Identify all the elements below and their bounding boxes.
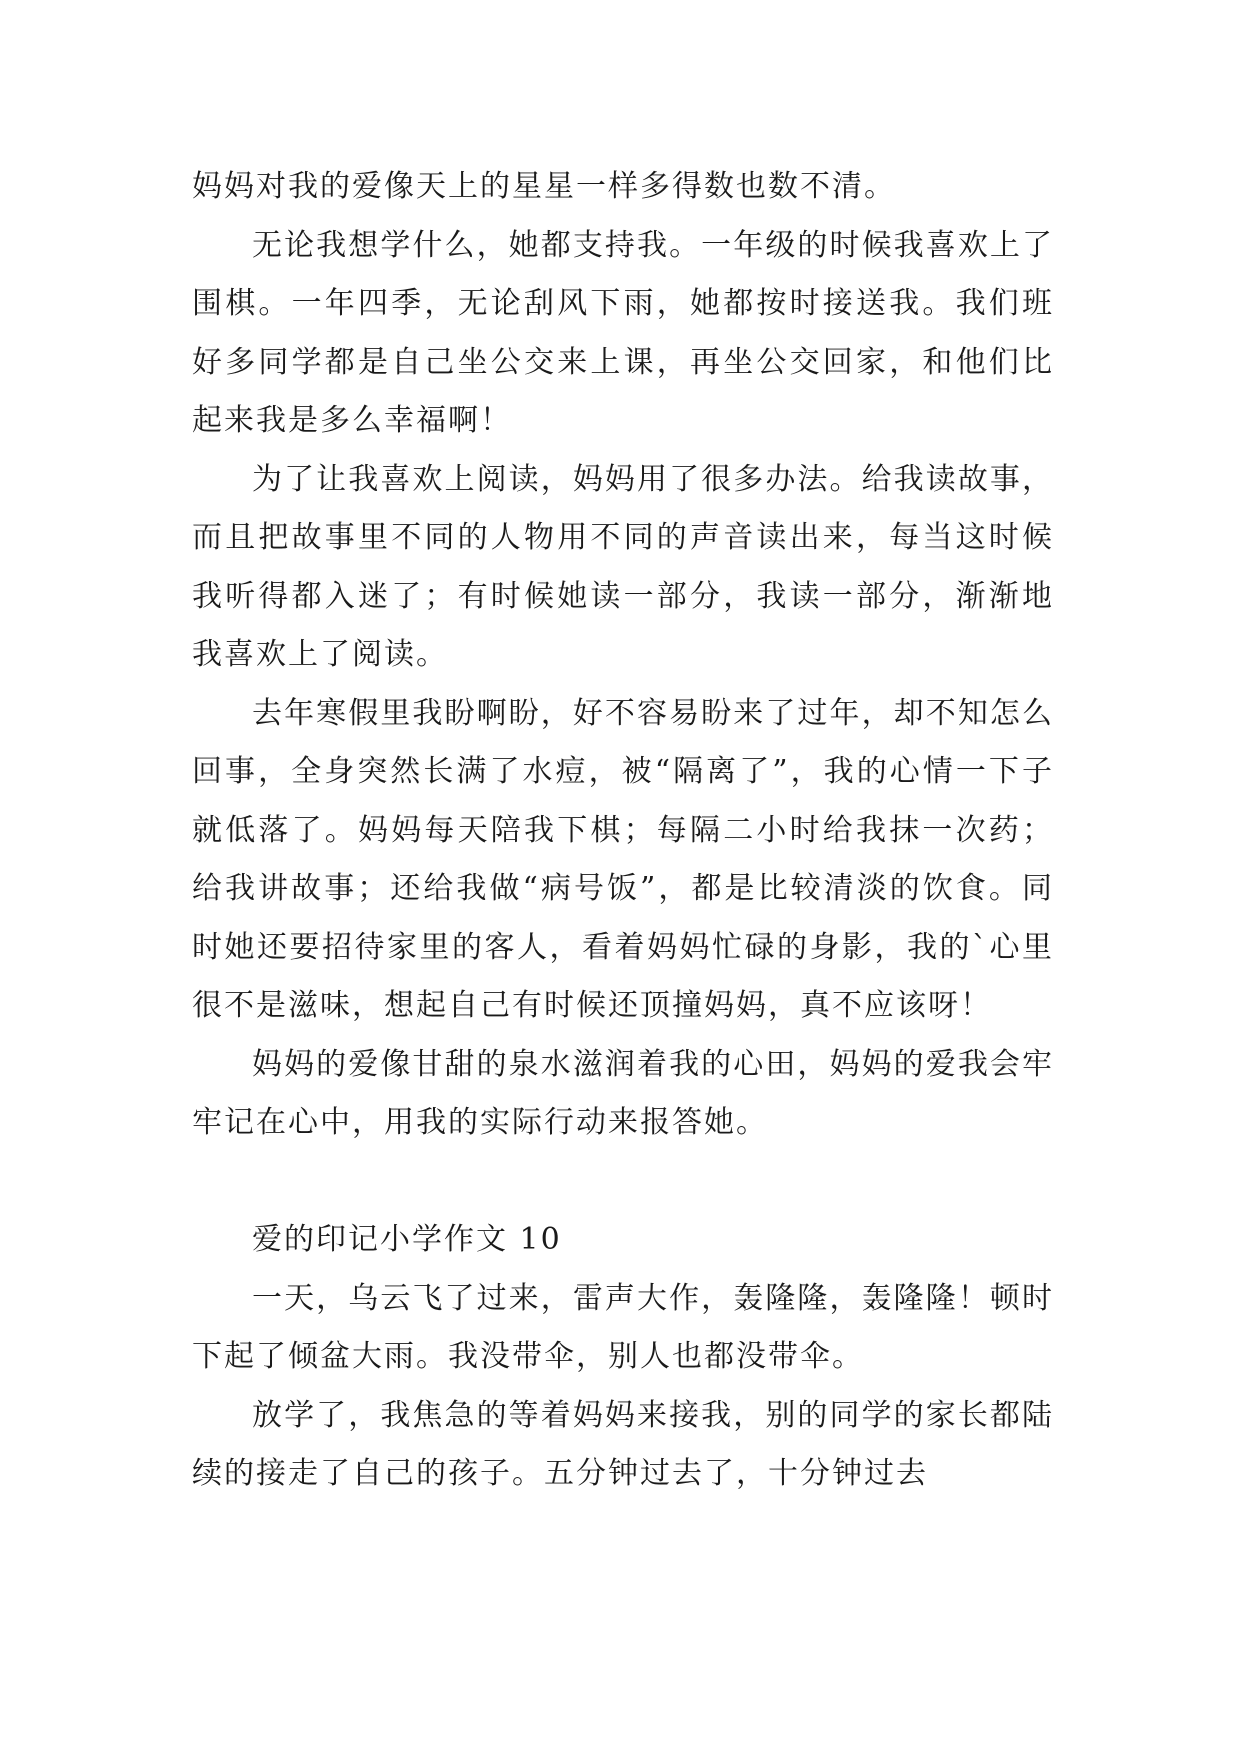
paragraph: 妈妈对我的爱像天上的星星一样多得数也数不清。: [192, 169, 896, 204]
paragraph: 一天，乌云飞了过来，雷声大作，轰隆隆，轰隆隆！顿时下起了倾盆大雨。我没带伞，别人也都没带伞。: [192, 1280, 1054, 1374]
paragraph: 为了让我喜欢上阅读，妈妈用了很多办法。给我读故事，而且把故事里不同的人物用不同的声音读出来，每当这时候我听得都入迷了；有时候她读一部分，我读一部分，渐渐地我喜欢上了阅读。: [192, 461, 1054, 672]
paragraph: 放学了，我焦急的等着妈妈来接我，别的同学的家长都陆续的接走了自己的孩子。五分钟过去了，十分钟过去: [192, 1397, 1054, 1491]
paragraph: 妈妈的爱像甘甜的泉水滋润着我的心田，妈妈的爱我会牢牢记在心中，用我的实际行动来报答她。: [192, 1046, 1054, 1140]
paragraph: 无论我想学什么，她都支持我。一年级的时候我喜欢上了围棋。一年四季，无论刮风下雨，她都按时接送我。我们班好多同学都是自己坐公交来上课，再坐公交回家，和他们比起来我是多么幸福啊！: [192, 227, 1054, 438]
paragraph: 去年寒假里我盼啊盼，好不容易盼来了过年，却不知怎么回事，全身突然长满了水痘，被“隔离了”，我的心情一下子就低落了。妈妈每天陪我下棋；每隔二小时给我抹一次药；给我讲故事；还给我做“病号饭”，都是比较清淡的饮食。同时她还要招待家里的客人，看着妈妈忙碌的身影，我的`心里很不是滋味，想起自己有时候还顶撞妈妈，真不应该呀！: [192, 695, 1054, 1023]
essay-text: [192, 158, 1054, 1504]
essay-title: 爱的印记小学作文 10: [252, 1222, 562, 1257]
section-gap: [192, 1153, 1054, 1212]
